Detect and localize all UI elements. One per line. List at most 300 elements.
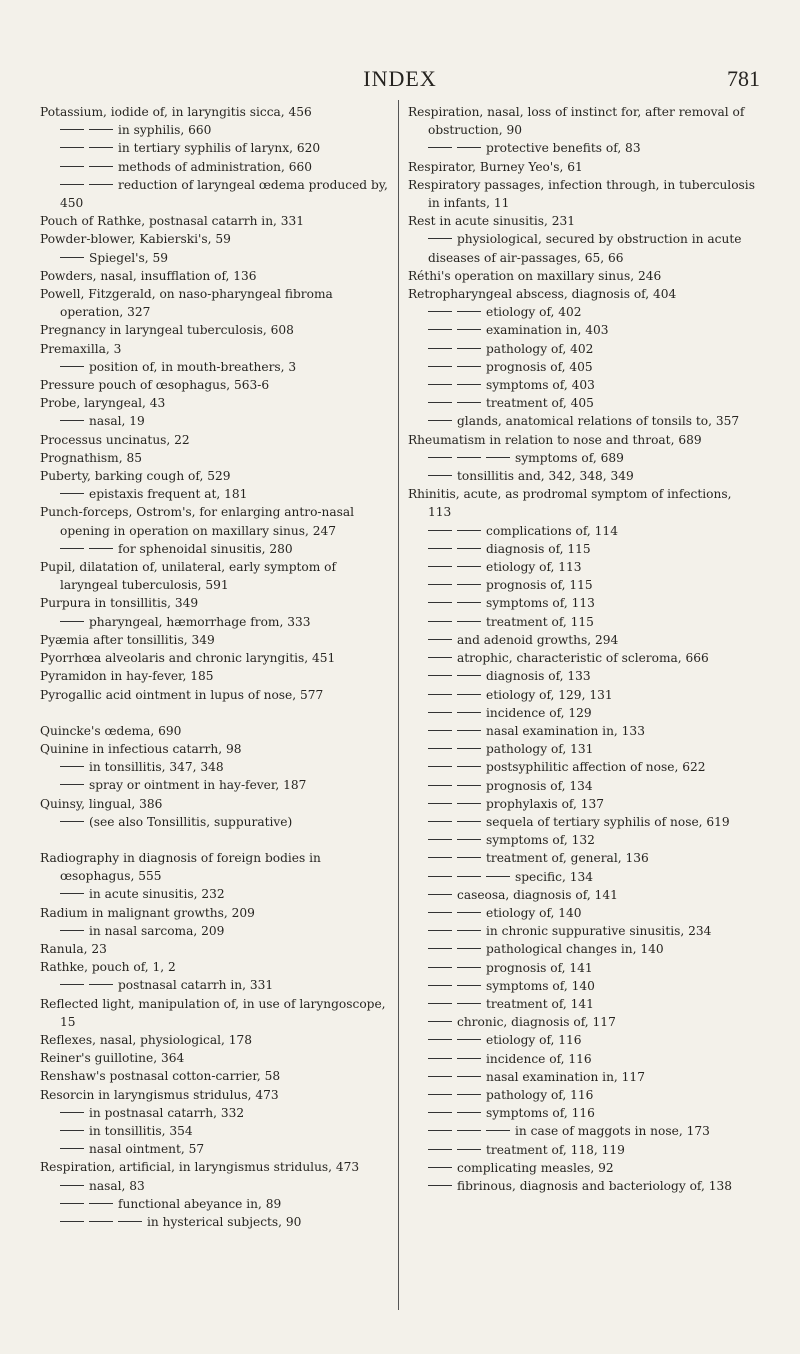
ditto-dash (428, 876, 452, 877)
index-entry-text: physiological, secured by obstruction in acute diseases of air-passages, 65, 66 (428, 232, 742, 265)
index-entry-text: symptoms of, 140 (486, 978, 595, 993)
ditto-dash (89, 1203, 113, 1204)
ditto-dash (60, 366, 84, 367)
ditto-dash (428, 639, 452, 640)
index-entry (40, 412, 388, 430)
ditto-dash (60, 1148, 84, 1149)
index-entry (408, 849, 756, 867)
index-entry (40, 540, 388, 558)
ditto-dash (457, 311, 481, 312)
index-entry-text: pathology of, 131 (486, 742, 594, 757)
index-entry-text: treatment of, 118, 119 (486, 1142, 625, 1157)
index-entry (408, 467, 756, 485)
index-entry (40, 1122, 388, 1140)
index-entry (408, 139, 756, 157)
ditto-dash (60, 893, 84, 894)
ditto-dash (428, 1076, 452, 1077)
ditto-dash (457, 712, 481, 713)
ditto-dash (428, 329, 452, 330)
ditto-dash (89, 548, 113, 549)
index-entry (408, 1104, 756, 1122)
ditto-dash (60, 821, 84, 822)
index-entry-text: Quincke's œdema, 690 (40, 723, 182, 738)
ditto-dash (428, 1185, 452, 1186)
index-entry (408, 886, 756, 904)
index-entry (408, 1159, 756, 1177)
index-entry (40, 449, 388, 467)
index-entry (40, 740, 388, 758)
index-entry-text: Réthi's operation on maxillary sinus, 246 (408, 268, 662, 283)
ditto-dash (89, 129, 113, 130)
index-entry-text: position of, in mouth-breathers, 3 (89, 359, 297, 374)
index-entry (40, 139, 388, 157)
ditto-dash (457, 147, 481, 148)
index-entry-text: caseosa, diagnosis of, 141 (457, 887, 618, 902)
page-number: 781 (727, 66, 760, 91)
index-entry (408, 1013, 756, 1031)
index-entry (408, 686, 756, 704)
index-entry-text: Puberty, barking cough of, 529 (40, 469, 231, 484)
index-entry (40, 376, 388, 394)
ditto-dash (89, 166, 113, 167)
ditto-dash (457, 384, 481, 385)
index-entry-text: atrophic, characteristic of scleroma, 666 (457, 651, 709, 666)
index-entry-text: Powder-blower, Kabierski's, 59 (40, 232, 231, 247)
index-entry-text: Quinsy, lingual, 386 (40, 796, 163, 811)
index-entry (40, 1086, 388, 1104)
index-entry (40, 1195, 388, 1213)
ditto-dash (60, 930, 84, 931)
index-entry (40, 285, 388, 321)
index-entry-text: spray or ointment in hay-fever, 187 (89, 778, 307, 793)
index-entry-text: Powders, nasal, insufflation of, 136 (40, 268, 257, 283)
index-entry (408, 176, 756, 212)
ditto-dash (60, 621, 84, 622)
ditto-dash (486, 1130, 510, 1131)
index-entry-text: Reflexes, nasal, physiological, 178 (40, 1032, 253, 1047)
index-entry (40, 1104, 388, 1122)
ditto-dash (457, 876, 481, 877)
index-entry (408, 922, 756, 940)
index-entry (40, 813, 388, 831)
index-entry-text: Respiration, artificial, in laryngismus stridulus, 473 (40, 1160, 360, 1175)
ditto-dash (89, 984, 113, 985)
ditto-dash (457, 1130, 481, 1131)
ditto-dash (428, 311, 452, 312)
index-entry-text: glands, anatomical relations of tonsils to, 357 (457, 414, 740, 429)
index-entry-text: Pressure pouch of œsophagus, 563-6 (40, 378, 270, 393)
ditto-dash (428, 803, 452, 804)
index-entry-text: pathological changes in, 140 (486, 942, 664, 957)
ditto-dash (428, 857, 452, 858)
ditto-dash (428, 839, 452, 840)
index-entry-text: specific, 134 (515, 869, 593, 884)
index-entry-text: Respiration, nasal, loss of instinct for, after removal of obstruction, 90 (408, 105, 745, 138)
index-entry (40, 158, 388, 176)
ditto-dash (428, 1112, 452, 1113)
index-entry-text: nasal examination in, 133 (486, 723, 645, 738)
ditto-dash (428, 894, 452, 895)
index-entry (408, 649, 756, 667)
index-entry (408, 740, 756, 758)
index-entry-text: etiology of, 402 (486, 305, 582, 320)
index-entry (40, 467, 388, 485)
ditto-dash (457, 912, 481, 913)
index-entry-text: Rathke, pouch of, 1, 2 (40, 960, 176, 975)
index-entry-text: Rest in acute sinusitis, 231 (408, 214, 576, 229)
index-entry-text: diagnosis of, 115 (486, 541, 591, 556)
ditto-dash (428, 985, 452, 986)
ditto-dash (428, 912, 452, 913)
index-entry-text: etiology of, 140 (486, 905, 582, 920)
ditto-dash (428, 730, 452, 731)
index-entry (40, 1140, 388, 1158)
ditto-dash (428, 1094, 452, 1095)
index-entry (40, 776, 388, 794)
index-entry (408, 522, 756, 540)
index-entry (408, 904, 756, 922)
index-entry-text: prognosis of, 134 (486, 778, 593, 793)
ditto-dash (428, 712, 452, 713)
ditto-dash (457, 602, 481, 603)
ditto-dash (457, 803, 481, 804)
index-entry (408, 868, 756, 886)
index-entry (40, 358, 388, 376)
index-entry (408, 613, 756, 631)
index-entry-text: protective benefits of, 83 (486, 141, 641, 156)
ditto-dash (60, 1203, 84, 1204)
index-entry (40, 103, 388, 121)
index-entry-text: Radiography in diagnosis of foreign bodies in œsophagus, 555 (40, 850, 321, 884)
index-entry-text: in syphilis, 660 (118, 123, 212, 138)
index-entry-text: Pregnancy in laryngeal tuberculosis, 608 (40, 323, 294, 338)
index-entry-text: Prognathism, 85 (40, 450, 142, 465)
ditto-dash (118, 1221, 142, 1222)
index-entry (40, 558, 388, 594)
index-entry (408, 394, 756, 412)
ditto-dash (428, 1058, 452, 1059)
index-entry-text: complications of, 114 (486, 523, 618, 538)
index-entry-text: prognosis of, 405 (486, 359, 593, 374)
ditto-dash (428, 147, 452, 148)
ditto-dash (428, 457, 452, 458)
index-entry-text: Respiratory passages, infection through, in tuberculosis in infants, 11 (408, 177, 755, 211)
ditto-dash (457, 584, 481, 585)
ditto-dash (428, 348, 452, 349)
index-entry (40, 758, 388, 776)
index-entry (40, 431, 388, 449)
ditto-dash (428, 930, 452, 931)
ditto-dash (428, 1130, 452, 1131)
index-entry-text: Pupil, dilatation of, unilateral, early symptom of laryngeal tuberculosis, 591 (40, 560, 337, 593)
ditto-dash (486, 876, 510, 877)
index-entry-text: for sphenoidal sinusitis, 280 (118, 541, 293, 556)
ditto-dash (428, 566, 452, 567)
ditto-dash (457, 1003, 481, 1004)
index-entry (40, 995, 388, 1031)
ditto-dash (457, 548, 481, 549)
ditto-dash (428, 948, 452, 949)
ditto-dash (428, 1021, 452, 1022)
ditto-dash (428, 1003, 452, 1004)
ditto-dash (60, 129, 84, 130)
index-entry (408, 303, 756, 321)
index-entry (40, 267, 388, 285)
ditto-dash (428, 1167, 452, 1168)
ditto-dash (457, 785, 481, 786)
index-entry-text: Powell, Fitzgerald, on naso-pharyngeal fibroma operation, 327 (40, 287, 333, 320)
index-entry-text: diagnosis of, 133 (486, 669, 591, 684)
index-entry-text: Probe, laryngeal, 43 (40, 396, 166, 411)
ditto-dash (457, 675, 481, 676)
index-entry-text: prophylaxis of, 137 (486, 796, 604, 811)
index-entry-text: incidence of, 129 (486, 705, 592, 720)
ditto-dash (60, 166, 84, 167)
index-entry (408, 230, 756, 266)
index-entry (408, 376, 756, 394)
index-entry (40, 212, 388, 230)
index-entry-text: Punch-forceps, Ostrom's, for enlarging antro-nasal opening in operation on maxillary sinus, 247 (40, 505, 355, 538)
index-entry-text: reduction of laryngeal œdema produced by, 450 (60, 177, 388, 211)
index-entry-text: pathology of, 402 (486, 341, 594, 356)
index-entry (408, 485, 756, 521)
index-entry-text: chronic, diagnosis of, 117 (457, 1015, 616, 1030)
index-column-right (408, 103, 756, 1195)
index-entry-text: nasal ointment, 57 (89, 1142, 205, 1157)
ditto-dash (457, 748, 481, 749)
index-entry (408, 1086, 756, 1104)
index-entry-text: Pyramidon in hay-fever, 185 (40, 669, 214, 684)
index-entry (40, 594, 388, 612)
index-entry-text: treatment of, 141 (486, 996, 594, 1011)
index-entry (40, 1031, 388, 1049)
ditto-dash (89, 184, 113, 185)
index-entry-text: symptoms of, 113 (486, 596, 595, 611)
index-entry (40, 885, 388, 903)
index-entry (40, 394, 388, 412)
index-entry-text: (see also Tonsillitis, suppurative) (89, 814, 293, 829)
index-entry (408, 722, 756, 740)
index-entry-text: epistaxis frequent at, 181 (89, 487, 248, 502)
index-entry-text: Rhinitis, acute, as prodromal symptom of infections, 113 (408, 487, 732, 520)
index-entry-text: Pyæmia after tonsillitis, 349 (40, 632, 215, 647)
index-entry-text: symptoms of, 132 (486, 833, 595, 848)
index-entry (40, 686, 388, 704)
ditto-dash (60, 984, 84, 985)
index-entry (408, 1122, 756, 1140)
index-entry (40, 249, 388, 267)
index-entry-text: symptoms of, 116 (486, 1106, 595, 1121)
index-entry (408, 449, 756, 467)
index-entry-text: Processus uncinatus, 22 (40, 432, 190, 447)
ditto-dash (428, 238, 452, 239)
ditto-dash (60, 1185, 84, 1186)
ditto-dash (457, 457, 481, 458)
index-entry-text: complicating measles, 92 (457, 1160, 614, 1175)
index-entry-text: pathology of, 116 (486, 1087, 594, 1102)
index-entry-text: fibrinous, diagnosis and bacteriology of, 138 (457, 1178, 733, 1193)
index-entry (40, 904, 388, 922)
ditto-dash (428, 602, 452, 603)
ditto-dash (60, 548, 84, 549)
index-entry (408, 813, 756, 831)
index-entry-text: Resorcin in laryngismus stridulus, 473 (40, 1087, 279, 1102)
ditto-dash (428, 967, 452, 968)
ditto-dash (428, 420, 452, 421)
index-entry (408, 321, 756, 339)
index-entry (408, 795, 756, 813)
ditto-dash (457, 694, 481, 695)
page-header (0, 66, 800, 100)
index-entry-text: symptoms of, 689 (515, 450, 624, 465)
index-entry-text: etiology of, 129, 131 (486, 687, 613, 702)
index-entry (408, 777, 756, 795)
ditto-dash (60, 766, 84, 767)
ditto-dash (428, 657, 452, 658)
index-entry (408, 1050, 756, 1068)
index-entry-text: Retropharyngeal abscess, diagnosis of, 404 (408, 287, 677, 302)
index-entry-text: and adenoid growths, 294 (457, 632, 619, 647)
index-entry-text: etiology of, 113 (486, 560, 582, 575)
index-entry (408, 1068, 756, 1086)
index-entry (408, 594, 756, 612)
ditto-dash (428, 366, 452, 367)
index-entry (40, 849, 388, 885)
index-entry-text: incidence of, 116 (486, 1051, 592, 1066)
ditto-dash (457, 948, 481, 949)
index-entry (40, 649, 388, 667)
index-entry (40, 1049, 388, 1067)
ditto-dash (457, 857, 481, 858)
ditto-dash (457, 985, 481, 986)
index-entry (408, 103, 756, 139)
index-entry (408, 940, 756, 958)
ditto-dash (89, 1221, 113, 1222)
column-divider (398, 100, 399, 1310)
index-entry-text: Renshaw's postnasal cotton-carrier, 58 (40, 1069, 281, 1084)
index-entry (408, 540, 756, 558)
ditto-dash (428, 694, 452, 695)
ditto-dash (457, 1076, 481, 1077)
ditto-dash (457, 1112, 481, 1113)
index-entry-text: postnasal catarrh in, 331 (118, 978, 274, 993)
index-entry (40, 722, 388, 740)
ditto-dash (457, 821, 481, 822)
index-entry-text: treatment of, 115 (486, 614, 594, 629)
index-entry (408, 358, 756, 376)
ditto-dash (89, 147, 113, 148)
index-entry-text: functional abeyance in, 89 (118, 1196, 282, 1211)
index-entry (408, 158, 756, 176)
index-entry (408, 995, 756, 1013)
ditto-dash (60, 1112, 84, 1113)
index-entry (408, 340, 756, 358)
index-entry (40, 230, 388, 248)
index-entry-text: Pouch of Rathke, postnasal catarrh in, 331 (40, 214, 305, 229)
index-entry (408, 704, 756, 722)
index-entry (408, 758, 756, 776)
index-entry (408, 667, 756, 685)
index-entry-text: sequela of tertiary syphilis of nose, 619 (486, 814, 730, 829)
index-entry-text: etiology of, 116 (486, 1033, 582, 1048)
index-entry (408, 576, 756, 594)
index-entry-text: Ranula, 23 (40, 941, 107, 956)
index-entry-text: Respirator, Burney Yeo's, 61 (408, 159, 583, 174)
index-entry-text: methods of administration, 660 (118, 159, 313, 174)
ditto-dash (457, 766, 481, 767)
ditto-dash (60, 184, 84, 185)
index-entry-text: in tonsillitis, 354 (89, 1123, 193, 1138)
index-entry (40, 1177, 388, 1195)
ditto-dash (457, 967, 481, 968)
ditto-dash (428, 384, 452, 385)
index-entry-text: pharyngeal, hæmorrhage from, 333 (89, 614, 311, 629)
index-entry-text: in nasal sarcoma, 209 (89, 923, 225, 938)
index-entry (408, 212, 756, 230)
ditto-dash (428, 621, 452, 622)
index-entry (40, 922, 388, 940)
ditto-dash (428, 821, 452, 822)
ditto-dash (428, 785, 452, 786)
index-entry-text: symptoms of, 403 (486, 378, 595, 393)
ditto-dash (457, 566, 481, 567)
index-entry (40, 321, 388, 339)
index-entry (40, 940, 388, 958)
index-entry-text: Reflected light, manipulation of, in use of laryngoscope, 15 (40, 996, 386, 1029)
index-entry (408, 285, 756, 303)
index-entry-text: in acute sinusitis, 232 (89, 887, 225, 902)
ditto-dash (457, 402, 481, 403)
index-entry (408, 1177, 756, 1195)
ditto-dash (457, 366, 481, 367)
ditto-dash (457, 930, 481, 931)
index-entry-text: Spiegel's, 59 (89, 250, 169, 265)
ditto-dash (457, 348, 481, 349)
index-entry (408, 1141, 756, 1159)
ditto-dash (428, 530, 452, 531)
ditto-dash (457, 1149, 481, 1150)
index-entry (40, 667, 388, 685)
index-entry-text: Quinine in infectious catarrh, 98 (40, 741, 242, 756)
index-entry (40, 795, 388, 813)
index-entry-text: Radium in malignant growths, 209 (40, 905, 255, 920)
index-entry-text: nasal, 19 (89, 414, 145, 429)
index-entry-text: Purpura in tonsillitis, 349 (40, 596, 199, 611)
ditto-dash (60, 1221, 84, 1222)
index-entry (40, 176, 388, 212)
index-column-left (40, 103, 388, 1231)
index-entry (408, 977, 756, 995)
index-entry-text: nasal examination in, 117 (486, 1069, 645, 1084)
ditto-dash (486, 457, 510, 458)
ditto-dash (60, 257, 84, 258)
index-entry-text: Reiner's guillotine, 364 (40, 1051, 185, 1066)
ditto-dash (428, 1039, 452, 1040)
index-entry-text: in tonsillitis, 347, 348 (89, 760, 224, 775)
index-entry (40, 503, 388, 539)
index-entry (408, 1031, 756, 1049)
ditto-dash (60, 420, 84, 421)
ditto-dash (428, 748, 452, 749)
index-entry-text: tonsillitis and, 342, 348, 349 (457, 469, 634, 484)
index-entry-text: in chronic suppurative sinusitis, 234 (486, 924, 712, 939)
index-entry-text: Pyorrhœa alveolaris and chronic laryngitis, 451 (40, 651, 336, 666)
ditto-dash (428, 675, 452, 676)
index-entry (408, 412, 756, 430)
index-entry-text: postsyphilitic affection of nose, 622 (486, 760, 706, 775)
ditto-dash (457, 621, 481, 622)
ditto-dash (60, 147, 84, 148)
